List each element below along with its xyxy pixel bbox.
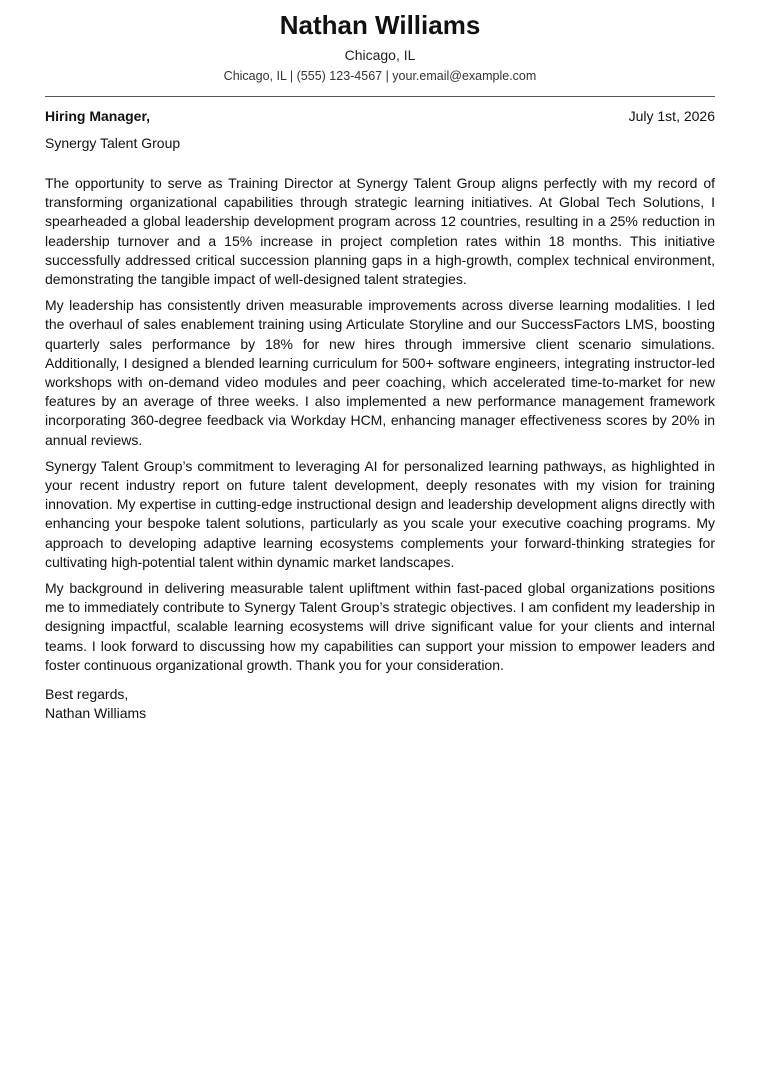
signature-name: Nathan Williams [45,705,147,722]
body-paragraph-1: The opportunity to serve as Training Director at Synergy Talent Group aligns perfectly with my record of transforming organizational capabilities through strategic learning initiatives. At Global Tech Solutions, I spearheaded a global leadership development program across 12 countries, resulting in a 25% reduction in leadership turnover and a 15% increase in project completion rates within 18 months. This initiative successfully addressed critical succession planning gaps in a high-growth, complex technical environment, demonstrating the tangible impact of well-designed talent strategies. [45,175,715,288]
body-paragraph-4: My background in delivering measurable talent upliftment within fast-paced global organizations positions me to immediately contribute to Synergy Talent Group’s strategic objectives. I am confident my leadership in designing impactful, scalable learning ecosystems will drive significant value for your clients and internal teams. I look forward to discussing how my capabilities can support your mission to empower leaders and foster continuous organizational growth. Thank you for your consideration. [45,580,715,673]
letterhead [45,0,715,84]
sender-contact-line: Chicago, IL | (555) 123-4567 | your.email@example.com [223,69,537,83]
letter-closing [45,685,715,723]
letter-date: July 1st, 2026 [628,108,715,124]
sender-name: Nathan Williams [279,10,481,40]
recipient-date-row [45,107,715,125]
closing-phrase: Best regards, [45,686,129,703]
header-divider [45,96,715,97]
recipient-salutation: Hiring Manager, [45,108,151,124]
body-paragraph-2: My leadership has consistently driven measurable improvements across diverse learning modalities. I led the overhaul of sales enablement training using Articulate Storyline and our SuccessFactors LMS, boosting quarterly sales performance by 18% for new hires through immersive client scenario simulations. Additionally, I designed a blended learning curriculum for 500+ software engineers, integrating instructor-led workshops with on-demand video modules and peer coaching, which accelerated time-to-market for new features by an average of three weeks. I also implemented a new performance management framework incorporating 360-degree feedback via Workday HCM, enhancing manager effectiveness scores by 20% in annual reviews. [45,297,715,448]
recipient-company: Synergy Talent Group [45,135,181,151]
sender-city: Chicago, IL [344,47,416,63]
letter-body [45,174,715,675]
body-paragraph-3: Synergy Talent Group’s commitment to leveraging AI for personalized learning pathways, as highlighted in your recent industry report on future talent development, deeply resonates with my vision for training innovation. My expertise in cutting-edge instructional design and leadership development aligns directly with enhancing your bespoke talent solutions, particularly as you scale your executive coaching programs. My approach to developing adaptive learning ecosystems complements your forward-thinking strategies for cultivating high-potential talent within dynamic market landscapes. [45,457,715,570]
